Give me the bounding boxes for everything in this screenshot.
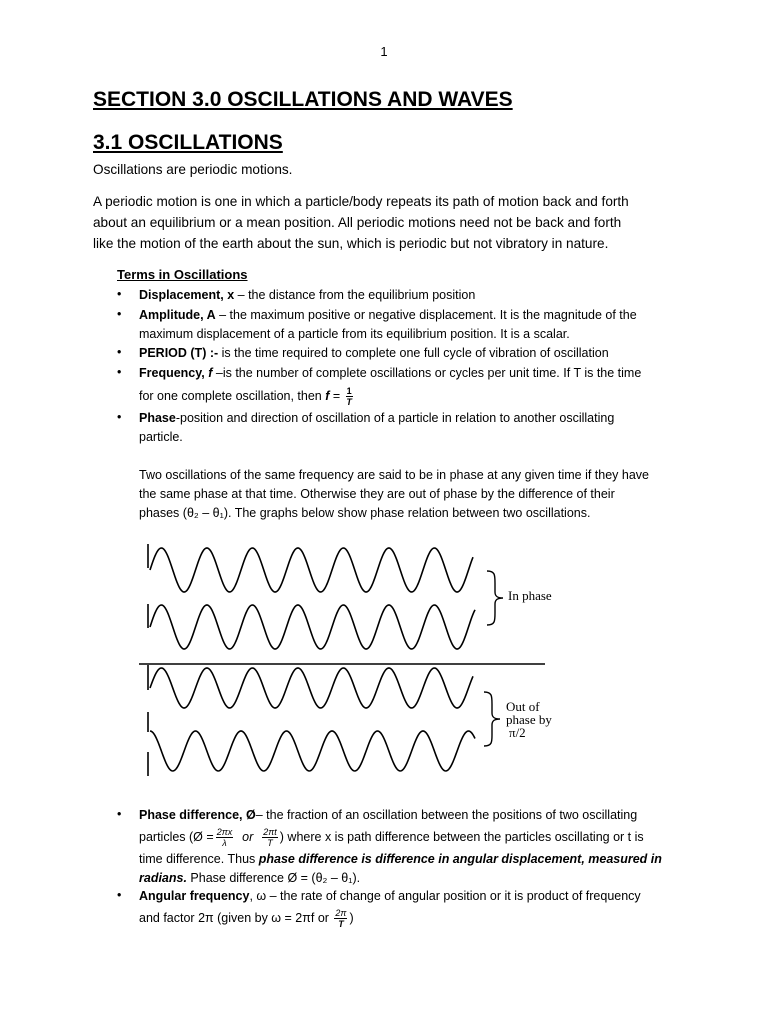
bullet-icon: •: [117, 287, 122, 301]
phase-para-line-1: Two oscillations of the same frequency are said to be in phase at any given time if they have: [139, 468, 650, 482]
term-text: for one complete oscillation, then: [139, 389, 326, 403]
term-text: – the distance from the equilibrium position: [234, 288, 476, 302]
periodic-line-3: like the motion of the earth about the sun, which is periodic but not vibratory in nature.: [93, 236, 609, 251]
term-phase: [139, 409, 614, 428]
phase-para-line-2: the same phase at that time. Otherwise they are out of phase by the difference of their: [139, 487, 615, 501]
in-phase-label: In phase: [508, 588, 552, 603]
fraction-denominator: T: [346, 397, 352, 408]
bullet-icon: •: [117, 888, 122, 902]
fraction-numerator: 2πt: [263, 827, 277, 838]
wave-in-phase-2: [150, 605, 475, 649]
intro-paragraph: Oscillations are periodic motions.: [93, 162, 293, 177]
fraction-denominator: λ: [222, 838, 227, 849]
formula-eq: =: [329, 389, 344, 403]
term-frequency-cont: [139, 384, 355, 408]
frequency-fraction: [346, 386, 353, 407]
term-text: , ω – the rate of change of angular position or it is product of frequency: [249, 889, 641, 903]
fraction-numerator: 2π: [335, 908, 347, 919]
term-label: PERIOD (T) :-: [139, 346, 219, 360]
wave-out-of-phase-2: [150, 731, 475, 771]
term-text: is the time required to complete one full cycle of vibration of oscillation: [218, 346, 609, 360]
term-text: time difference. Thus: [139, 852, 259, 866]
term-text: -position and direction of oscillation of a particle in relation to another oscillating: [175, 411, 615, 425]
phase-difference-line-3: [139, 850, 662, 869]
term-label: Phase difference, Ø: [139, 808, 256, 822]
bullet-icon: •: [117, 307, 122, 321]
page-number: 1: [380, 44, 388, 59]
formula-prefix: particles (Ø =: [139, 830, 214, 844]
fraction-numerator: 2πx: [216, 827, 233, 838]
fraction-denominator: T: [267, 838, 273, 849]
term-period: [139, 344, 609, 363]
bullet-icon: •: [117, 410, 122, 424]
in-phase-brace-icon: [487, 571, 503, 625]
formula-suffix: ): [349, 911, 354, 925]
emphasis-text: phase difference is difference in angular displacement, measured in: [258, 852, 662, 866]
section-title: SECTION 3.0 OSCILLATIONS AND WAVES: [93, 88, 513, 111]
term-text: –is the number of complete oscillations or cycles per unit time. If T is the time: [212, 366, 642, 380]
out-of-phase-brace-icon: [484, 692, 500, 746]
term-phase-difference: [139, 806, 637, 825]
wave-out-of-phase-1: [150, 668, 473, 708]
out-of-phase-label-1: Out of: [506, 699, 540, 714]
angular-frequency-formula-line: [139, 906, 354, 930]
bullet-icon: •: [117, 345, 122, 359]
wave-in-phase-1: [150, 548, 473, 592]
term-phase-cont: particle.: [139, 430, 183, 444]
out-of-phase-label-3: π/2: [509, 725, 526, 740]
bullet-icon: •: [117, 807, 122, 821]
out-of-phase-label-2: phase by: [506, 712, 552, 727]
frequency-symbol: f: [208, 366, 213, 380]
term-label: Phase: [139, 411, 176, 425]
formula-prefix: and factor 2π (given by ω = 2πf or: [139, 911, 333, 925]
emphasis-text: radians.: [139, 871, 187, 885]
term-amplitude: [139, 306, 637, 325]
periodic-line-2: about an equilibrium or a mean position. All periodic motions need not be back and forth: [93, 215, 622, 230]
phase-fraction-t: [262, 827, 278, 848]
term-displacement: [139, 286, 475, 305]
fraction-numerator: 1: [346, 386, 352, 397]
periodic-line-1: A periodic motion is one in which a particle/body repeats its path of motion back and forth: [93, 194, 629, 209]
term-text: – the maximum positive or negative displacement. It is the magnitude of the: [215, 308, 637, 322]
term-amplitude-cont: maximum displacement of a particle from its equilibrium position. It is a scalar.: [139, 327, 570, 341]
term-text: Phase difference Ø = (θ₂ – θ₁).: [186, 871, 361, 885]
phase-difference-line-4: [139, 869, 360, 888]
term-label: Frequency,: [139, 366, 209, 380]
term-angular-frequency: [139, 887, 641, 906]
term-frequency: [139, 364, 641, 383]
term-label: Angular frequency: [139, 889, 250, 903]
term-label: Displacement, x: [139, 288, 235, 302]
subsection-title: 3.1 OSCILLATIONS: [93, 131, 283, 154]
formula-suffix: ) where x is path difference between the particles oscillating or t is: [279, 830, 644, 844]
phase-difference-formula-line: [139, 825, 644, 849]
fraction-denominator: T: [338, 919, 344, 930]
terms-heading: Terms in Oscillations: [117, 267, 248, 282]
bullet-icon: •: [117, 365, 122, 379]
phase-fraction-x: [216, 827, 234, 848]
term-label: Amplitude, A: [139, 308, 216, 322]
formula-lhs: f: [325, 389, 330, 403]
phase-para-line-3: phases (θ₂ – θ₁). The graphs below show phase relation between two oscillations.: [139, 506, 591, 520]
term-text: – the fraction of an oscillation between the positions of two oscillating: [255, 808, 638, 822]
angular-fraction: [334, 908, 347, 929]
formula-or: or: [235, 830, 261, 844]
phase-relation-figure: [0, 530, 768, 790]
